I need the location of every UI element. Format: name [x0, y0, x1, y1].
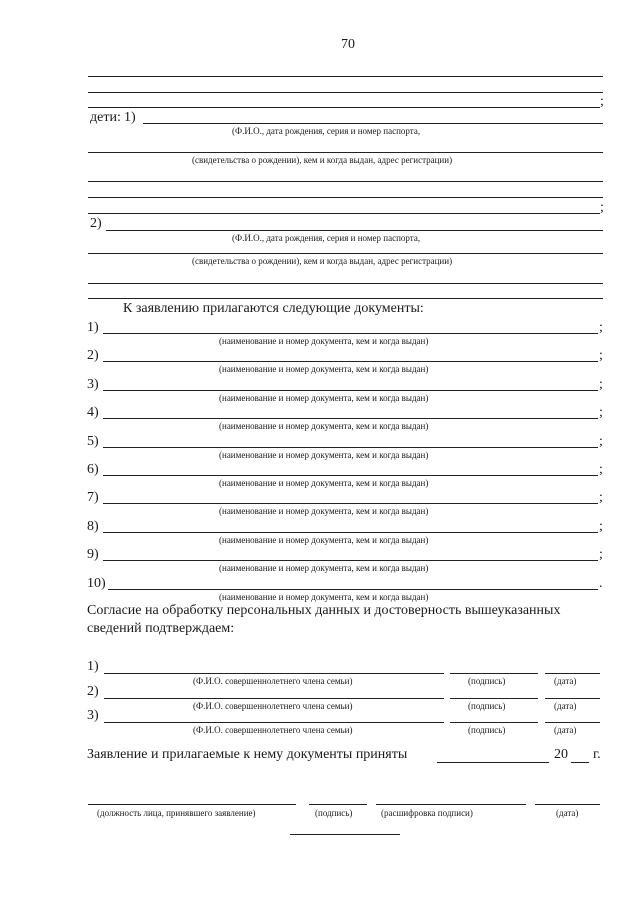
document-number: 5): [87, 433, 99, 449]
member-signature-field[interactable]: [450, 698, 538, 699]
child1-doc-field[interactable]: [88, 152, 603, 153]
document-caption: (наименование и номер документа, кем и когда выдан): [219, 478, 429, 488]
member-caption-date: (дата): [554, 725, 577, 735]
document-field[interactable]: [108, 589, 598, 590]
line-end-semicolon: ;: [600, 200, 604, 215]
line-end-semicolon: ;: [599, 376, 603, 392]
year-suffix: г.: [593, 747, 601, 762]
child1-caption-fio: (Ф.И.О., дата рождения, серия и номер паспорта,: [232, 126, 421, 136]
page-number: 70: [341, 37, 355, 52]
acceptance-text: Заявление и прилагаемые к нему документы приняты: [87, 747, 408, 762]
children-label: дети:: [90, 110, 121, 125]
document-number: 8): [87, 518, 99, 534]
document-caption: (наименование и номер документа, кем и когда выдан): [219, 336, 429, 346]
member-caption-signature: (подпись): [468, 700, 506, 711]
member-date-field[interactable]: [545, 722, 600, 723]
line-end-semicolon: ;: [599, 320, 603, 335]
document-field[interactable]: [103, 418, 598, 419]
document-number: 1): [87, 320, 99, 335]
member-number: 2): [87, 683, 99, 699]
position-field[interactable]: [88, 804, 296, 805]
year-field[interactable]: [571, 762, 589, 763]
child1-fio-field[interactable]: [143, 123, 603, 124]
member-date-field[interactable]: [545, 673, 600, 674]
child2-number: 2): [90, 216, 102, 231]
member-fio-field[interactable]: [104, 673, 444, 674]
line-end-semicolon: ;: [599, 405, 603, 421]
child2-fio-field[interactable]: [106, 230, 603, 231]
child2-doc-field[interactable]: [88, 253, 603, 254]
member-signature-field[interactable]: [450, 673, 538, 674]
document-number: 9): [87, 547, 99, 563]
document-caption: (наименование и номер документа, кем и когда выдан): [219, 563, 429, 574]
line-end-semicolon: ;: [599, 518, 603, 534]
child1-number: 1): [124, 110, 136, 125]
document-number: 10): [87, 575, 106, 591]
document-caption: (наименование и номер документа, кем и когда выдан): [219, 421, 429, 432]
short-divider: [290, 834, 400, 835]
document-number: 6): [87, 462, 99, 477]
signature-field[interactable]: [309, 804, 367, 805]
line-end-semicolon: ;: [600, 94, 604, 109]
document-field[interactable]: [103, 447, 598, 448]
member-caption-signature: (подпись): [468, 676, 506, 686]
blank-line: [88, 181, 603, 182]
consent-text-line2: сведений подтверждаем:: [87, 621, 235, 636]
documents-heading: К заявлению прилагаются следующие документы:: [123, 301, 424, 316]
caption-signature: (подпись): [315, 808, 353, 818]
blank-line: [88, 283, 603, 284]
document-caption: (наименование и номер документа, кем и когда выдан): [219, 506, 429, 517]
blank-line: [88, 213, 600, 214]
member-caption-fio: (Ф.И.О. совершеннолетнего члена семьи): [193, 700, 353, 711]
acceptance-date-field[interactable]: [437, 762, 549, 763]
child1-caption-cert: (свидетельства о рождении), кем и когда выдан, адрес регистрации): [192, 155, 453, 165]
blank-line: [88, 76, 603, 77]
document-caption: (наименование и номер документа, кем и когда выдан): [219, 392, 429, 403]
line-end-period: .: [599, 575, 603, 591]
caption-position: (должность лица, принявшего заявление): [97, 808, 256, 818]
caption-date: (дата): [556, 808, 579, 818]
blank-line: [88, 197, 603, 198]
document-field[interactable]: [103, 503, 598, 504]
line-end-semicolon: ;: [599, 462, 603, 477]
member-date-field[interactable]: [545, 698, 600, 699]
member-fio-field[interactable]: [104, 722, 444, 723]
member-fio-field[interactable]: [104, 698, 444, 699]
caption-decode: (расшифровка подписи): [381, 808, 473, 818]
child2-caption-cert: (свидетельства о рождении), кем и когда выдан, адрес регистрации): [192, 256, 453, 266]
document-field[interactable]: [103, 390, 598, 391]
member-caption-fio: (Ф.И.О. совершеннолетнего члена семьи): [193, 676, 353, 686]
document-number: 2): [87, 348, 99, 364]
member-signature-field[interactable]: [450, 722, 538, 723]
document-field[interactable]: [103, 361, 598, 362]
member-number: 1): [87, 659, 99, 674]
blank-line: [88, 107, 600, 108]
year-prefix: 20: [554, 747, 568, 762]
date-field[interactable]: [535, 804, 600, 805]
document-field[interactable]: [103, 532, 598, 533]
document-field[interactable]: [103, 560, 598, 561]
member-number: 3): [87, 708, 99, 723]
document-caption: (наименование и номер документа, кем и когда выдан): [219, 591, 429, 602]
line-end-semicolon: ;: [599, 490, 603, 506]
member-caption-fio: (Ф.И.О. совершеннолетнего члена семьи): [193, 725, 353, 735]
consent-text-line1: Согласие на обработку персональных данных и достоверность вышеуказанных: [87, 603, 561, 618]
line-end-semicolon: ;: [599, 547, 603, 563]
document-caption: (наименование и номер документа, кем и когда выдан): [219, 534, 429, 545]
document-field[interactable]: [103, 475, 598, 476]
document-number: 3): [87, 376, 99, 392]
line-end-semicolon: ;: [599, 433, 603, 449]
blank-line: [88, 298, 603, 299]
child2-caption-fio: (Ф.И.О., дата рождения, серия и номер паспорта,: [232, 233, 421, 243]
line-end-semicolon: ;: [599, 348, 603, 364]
blank-line: [88, 92, 603, 93]
member-caption-date: (дата): [554, 700, 577, 711]
document-number: 4): [87, 405, 99, 421]
document-caption: (наименование и номер документа, кем и когда выдан): [219, 364, 429, 375]
member-caption-signature: (подпись): [468, 725, 506, 735]
document-field[interactable]: [103, 333, 598, 334]
decode-field[interactable]: [376, 804, 526, 805]
document-number: 7): [87, 490, 99, 506]
document-caption: (наименование и номер документа, кем и когда выдан): [219, 449, 429, 460]
member-caption-date: (дата): [554, 676, 577, 686]
